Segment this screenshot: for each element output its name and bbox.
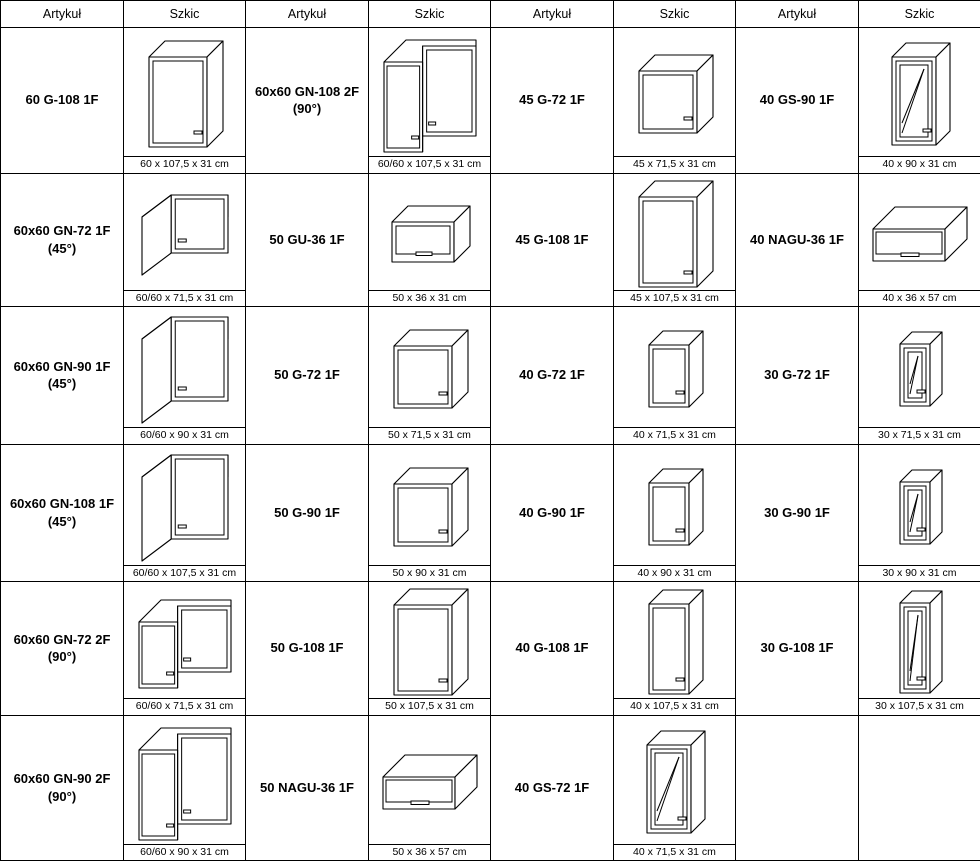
- product-dimensions: 30 x 90 x 31 cm: [859, 565, 980, 582]
- product-dimensions: 60/60 x 90 x 31 cm: [124, 427, 245, 444]
- product-dimensions: 40 x 90 x 31 cm: [614, 565, 735, 582]
- product-dimensions: 60/60 x 71,5 x 31 cm: [124, 290, 245, 307]
- product-sketch-cell: [369, 173, 491, 307]
- product-code: 40 G-72 1F: [491, 307, 614, 445]
- cabinet-narrow-door-icon: [614, 449, 735, 565]
- product-code: 40 GS-72 1F: [491, 715, 614, 861]
- table-row: [1, 173, 980, 307]
- cabinet-corner-45-tall-icon: [124, 449, 245, 565]
- product-dimensions: 50 x 71,5 x 31 cm: [369, 427, 490, 444]
- column-header-artykul-3: Artykuł: [491, 1, 614, 28]
- product-dimensions: 40 x 71,5 x 31 cm: [614, 844, 735, 861]
- cabinet-corner-45-short-icon: [124, 178, 245, 290]
- product-dimensions: 50 x 107,5 x 31 cm: [369, 698, 490, 715]
- cabinet-overhead-deep-icon: [369, 720, 490, 844]
- product-code: 60 G-108 1F: [1, 28, 124, 174]
- product-dimensions: 50 x 36 x 57 cm: [369, 844, 490, 861]
- product-code: 45 G-72 1F: [491, 28, 614, 174]
- product-sketch-cell: [369, 715, 491, 861]
- product-code: 60x60 GN-90 2F (90°): [1, 715, 124, 861]
- column-header-szkic-2: Szkic: [369, 1, 491, 28]
- cabinet-glass-door-icon: [859, 32, 980, 156]
- table-row: [1, 715, 980, 861]
- product-sketch-cell: [859, 173, 980, 307]
- product-dimensions: 40 x 107,5 x 31 cm: [614, 698, 735, 715]
- product-dimensions: 45 x 71,5 x 31 cm: [614, 156, 735, 173]
- cabinet-tall-single-door-icon: [614, 178, 735, 290]
- product-dimensions: 50 x 36 x 31 cm: [369, 290, 490, 307]
- cabinet-tall-single-door-icon: [369, 586, 490, 698]
- product-code: 40 G-108 1F: [491, 582, 614, 716]
- product-dimensions: 60/60 x 107,5 x 31 cm: [369, 156, 490, 173]
- column-header-szkic-4: Szkic: [859, 1, 980, 28]
- cabinet-corner-90-tall-icon: [369, 32, 490, 156]
- product-sketch-cell: [614, 28, 736, 174]
- product-sketch-cell: [369, 444, 491, 582]
- product-dimensions: 45 x 107,5 x 31 cm: [614, 290, 735, 307]
- product-sketch-cell: [369, 28, 491, 174]
- product-sketch-cell: [124, 715, 246, 861]
- cabinet-medium-single-door-icon: [369, 311, 490, 427]
- product-sketch-cell: [614, 444, 736, 582]
- product-code: 40 G-90 1F: [491, 444, 614, 582]
- product-code: 60x60 GN-72 1F (45°): [1, 173, 124, 307]
- cabinet-narrow-tall-door-icon: [614, 586, 735, 698]
- product-dimensions: 60/60 x 71,5 x 31 cm: [124, 698, 245, 715]
- product-code: 50 G-72 1F: [246, 307, 369, 445]
- cabinet-lift-up-short-icon: [369, 178, 490, 290]
- product-sketch-cell: [614, 715, 736, 861]
- cabinet-corner-90-tall-icon: [124, 720, 245, 844]
- product-code: 40 GS-90 1F: [736, 28, 859, 174]
- cabinet-overhead-deep-icon: [859, 178, 980, 290]
- product-sketch-cell: [369, 582, 491, 716]
- cabinet-slim-door-icon: [859, 449, 980, 565]
- table-row: [1, 582, 980, 716]
- product-code: 50 G-90 1F: [246, 444, 369, 582]
- product-sketch-cell: [614, 173, 736, 307]
- cabinet-tall-single-door-icon: [124, 32, 245, 156]
- product-code: 50 G-108 1F: [246, 582, 369, 716]
- product-sketch-cell: [859, 582, 980, 716]
- cabinet-glass-door-icon: [614, 720, 735, 844]
- product-code: 50 GU-36 1F: [246, 173, 369, 307]
- product-sketch-cell: [124, 444, 246, 582]
- cabinet-corner-90-short-icon: [124, 586, 245, 698]
- column-header-artykul-1: Artykuł: [1, 1, 124, 28]
- empty-cell: [736, 715, 859, 861]
- product-sketch-cell: [124, 28, 246, 174]
- product-dimensions: 50 x 90 x 31 cm: [369, 565, 490, 582]
- product-code: 60x60 GN-90 1F (45°): [1, 307, 124, 445]
- cabinet-medium-single-door-icon: [614, 32, 735, 156]
- product-dimensions: 60/60 x 90 x 31 cm: [124, 844, 245, 861]
- table-row: [1, 444, 980, 582]
- product-code: 60x60 GN-108 1F (45°): [1, 444, 124, 582]
- product-dimensions: 40 x 90 x 31 cm: [859, 156, 980, 173]
- product-dimensions: 40 x 36 x 57 cm: [859, 290, 980, 307]
- empty-cell: [859, 715, 980, 861]
- product-sketch-cell: [859, 444, 980, 582]
- column-header-artykul-2: Artykuł: [246, 1, 369, 28]
- table-row: [1, 28, 980, 174]
- product-code: 45 G-108 1F: [491, 173, 614, 307]
- product-code: 60x60 GN-108 2F (90°): [246, 28, 369, 174]
- table-header-row: [1, 1, 980, 28]
- cabinet-medium-single-door-icon: [369, 449, 490, 565]
- product-code: 50 NAGU-36 1F: [246, 715, 369, 861]
- product-sketch-cell: [124, 307, 246, 445]
- product-sketch-cell: [614, 307, 736, 445]
- product-sketch-cell: [859, 307, 980, 445]
- column-header-szkic-3: Szkic: [614, 1, 736, 28]
- cabinet-slim-tall-door-icon: [859, 586, 980, 698]
- cabinet-slim-door-icon: [859, 311, 980, 427]
- product-code: 30 G-108 1F: [736, 582, 859, 716]
- product-code: 30 G-90 1F: [736, 444, 859, 582]
- column-header-szkic-1: Szkic: [124, 1, 246, 28]
- product-dimensions: 60/60 x 107,5 x 31 cm: [124, 565, 245, 582]
- product-sketch-cell: [614, 582, 736, 716]
- product-sketch-cell: [369, 307, 491, 445]
- product-dimensions: 40 x 71,5 x 31 cm: [614, 427, 735, 444]
- product-dimensions: 30 x 71,5 x 31 cm: [859, 427, 980, 444]
- cabinet-corner-45-tall-icon: [124, 311, 245, 427]
- product-code: 40 NAGU-36 1F: [736, 173, 859, 307]
- product-code: 30 G-72 1F: [736, 307, 859, 445]
- product-sketch-cell: [124, 582, 246, 716]
- product-sketch-cell: [124, 173, 246, 307]
- column-header-artykul-4: Artykuł: [736, 1, 859, 28]
- product-code: 60x60 GN-72 2F (90°): [1, 582, 124, 716]
- cabinet-narrow-door-icon: [614, 311, 735, 427]
- product-sketch-cell: [859, 28, 980, 174]
- table-row: [1, 307, 980, 445]
- product-dimensions: 30 x 107,5 x 31 cm: [859, 698, 980, 715]
- table-body: [1, 28, 980, 861]
- product-dimensions: 60 x 107,5 x 31 cm: [124, 156, 245, 173]
